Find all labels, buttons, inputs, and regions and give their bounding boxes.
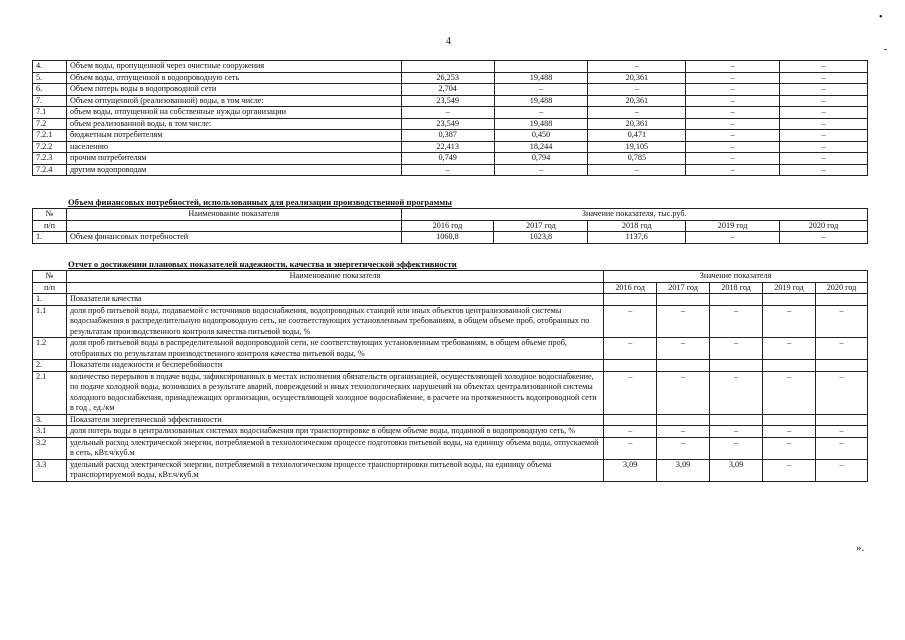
row-value: – xyxy=(604,426,657,438)
closing-quote: ». xyxy=(856,542,865,554)
row-name: бюджетным потребителям xyxy=(66,130,401,142)
row-value: – xyxy=(780,130,868,142)
row-name: количество перерывов в подаче воды, зафиксированных в местах исполнения обязательств организацией, осуществляющей холодное водоснабжение, по подаче холодной воды, возникших в результате аварий, повреждений и иных технологических нарушений на объектах централизованной системы холодного водоснабжения, принадлежащих организации, осуществляющей холодное водоснабжение, в расчете на протяженность водопроводной сети в год , ед./км xyxy=(66,371,603,414)
row-value: – xyxy=(686,84,780,96)
finance-year: 2017 год xyxy=(494,220,588,232)
row-number: 3. xyxy=(33,414,67,426)
row-value: 20,361 xyxy=(588,118,686,130)
page-number: 4 xyxy=(446,36,451,47)
row-number: 3.1 xyxy=(33,426,67,438)
row-value: – xyxy=(686,232,780,244)
report-table xyxy=(32,270,868,482)
row-value: – xyxy=(686,118,780,130)
row-value: 1023,8 xyxy=(494,232,588,244)
row-name: объем воды, отпущенной на собственные нужды организации xyxy=(66,107,401,119)
row-value: 0,450 xyxy=(494,130,588,142)
table-row xyxy=(33,153,868,165)
row-name: удельный расход электрической энергии, потребляемой в технологическом процессе подготовки питьевой воды, на единицу объема воды, отпускаемой в сеть, кВт.ч/куб.м xyxy=(66,437,603,459)
table-row xyxy=(33,305,868,338)
row-value: – xyxy=(780,107,868,119)
empty-cell xyxy=(657,294,710,306)
finance-table xyxy=(32,208,868,244)
row-value: 23,549 xyxy=(401,118,494,130)
empty-cell xyxy=(710,414,763,426)
table-row xyxy=(33,130,868,142)
row-name: Объем потерь воды в водопроводной сети xyxy=(66,84,401,96)
empty-cell xyxy=(710,294,763,306)
finance-col-value: Значение показателя, тыс.руб. xyxy=(401,209,867,221)
row-value: – xyxy=(816,338,868,360)
row-value: – xyxy=(494,107,588,119)
finance-col-no2: п/п xyxy=(33,220,67,232)
report-year: 2020 год xyxy=(816,282,868,294)
row-value: – xyxy=(816,305,868,338)
report-title: Отчет о достижении плановых показателей надежности, качества и энергетической эффективности xyxy=(68,259,457,269)
row-number: 1.2 xyxy=(33,338,67,360)
row-value: 1137,6 xyxy=(588,232,686,244)
row-value: – xyxy=(588,84,686,96)
report-year: 2018 год xyxy=(710,282,763,294)
row-name: Объем воды, отпущенной в водопроводную сеть xyxy=(66,72,401,84)
row-name: доля потерь воды в централизованных системах водоснабжения при транспортировке в общем объеме воды, поданной в водопроводную сеть, % xyxy=(66,426,603,438)
row-value: 0,785 xyxy=(588,153,686,165)
row-value: 20,361 xyxy=(588,72,686,84)
stray-dot: • xyxy=(879,12,883,23)
row-value: – xyxy=(494,164,588,176)
section-row xyxy=(33,360,868,372)
row-name: населению xyxy=(66,141,401,153)
row-value: – xyxy=(763,371,816,414)
table-row xyxy=(33,426,868,438)
row-value: 3,09 xyxy=(657,459,710,481)
table-row xyxy=(33,164,868,176)
row-name: удельный расход электрической энергии, потребляемой в технологическом процессе транспортировки питьевой воды, на единицу объема транспортируемой воды, кВт.ч/куб.м xyxy=(66,459,603,481)
row-number: 3.2 xyxy=(33,437,67,459)
row-number: 6. xyxy=(33,84,67,96)
row-value: – xyxy=(588,61,686,73)
finance-col-name: Наименование показателя xyxy=(66,209,401,221)
row-value: – xyxy=(816,437,868,459)
row-number: 3.3 xyxy=(33,459,67,481)
row-value: 0,387 xyxy=(401,130,494,142)
report-year: 2016 год xyxy=(604,282,657,294)
row-value: – xyxy=(763,437,816,459)
empty-cell xyxy=(604,294,657,306)
row-value: – xyxy=(780,164,868,176)
row-value: – xyxy=(604,437,657,459)
report-col-name: Наименование показателя xyxy=(66,271,603,283)
row-name: прочим потребителям xyxy=(66,153,401,165)
row-name: Показатели энергетической эффективности xyxy=(66,414,603,426)
row-value: – xyxy=(816,426,868,438)
row-value: – xyxy=(604,305,657,338)
row-value: 3,09 xyxy=(604,459,657,481)
row-value: – xyxy=(780,84,868,96)
row-value: – xyxy=(588,107,686,119)
row-number: 2. xyxy=(33,360,67,372)
row-number: 7.2.4 xyxy=(33,164,67,176)
report-col-no: № xyxy=(33,271,67,283)
table-row xyxy=(33,232,868,244)
finance-year: 2020 год xyxy=(780,220,868,232)
row-name: Объем финансовых потребностей xyxy=(66,232,401,244)
row-value: – xyxy=(401,164,494,176)
row-value: – xyxy=(657,371,710,414)
table-row xyxy=(33,118,868,130)
row-value: – xyxy=(710,338,763,360)
empty-cell xyxy=(763,294,816,306)
row-value: – xyxy=(780,141,868,153)
empty-cell xyxy=(763,414,816,426)
empty-cell xyxy=(816,360,868,372)
row-value: 18,244 xyxy=(494,141,588,153)
row-value: – xyxy=(686,61,780,73)
row-name: доля проб питьевой воды, подаваемой с источников водоснабжения, водопроводных станций или иных объектов централизованной системы водоснабжения в распределительную водопроводную сеть, не соответствующих установленным требованиям, в общем объеме проб, отобранных по результатам производственного контроля качества питьевой воды, % xyxy=(66,305,603,338)
empty-cell xyxy=(816,414,868,426)
row-number: 7.2 xyxy=(33,118,67,130)
row-number: 7.2.1 xyxy=(33,130,67,142)
row-value: 0,794 xyxy=(494,153,588,165)
row-value: – xyxy=(780,72,868,84)
table-row xyxy=(33,141,868,153)
row-value: 19,488 xyxy=(494,95,588,107)
row-value: – xyxy=(780,61,868,73)
row-name: другим водопроводам xyxy=(66,164,401,176)
row-value: – xyxy=(780,232,868,244)
row-value: 0,749 xyxy=(401,153,494,165)
row-value: 1060,8 xyxy=(401,232,494,244)
row-number: 7. xyxy=(33,95,67,107)
row-value: – xyxy=(604,338,657,360)
stray-dash: - xyxy=(884,44,888,55)
table-row xyxy=(33,72,868,84)
row-value: – xyxy=(657,437,710,459)
finance-col-no: № xyxy=(33,209,67,221)
row-name: Показатели качества xyxy=(66,294,603,306)
row-value: – xyxy=(657,305,710,338)
section-row xyxy=(33,414,868,426)
table-row xyxy=(33,437,868,459)
row-value: – xyxy=(710,437,763,459)
row-value: – xyxy=(780,118,868,130)
row-value: – xyxy=(710,371,763,414)
table-row xyxy=(33,61,868,73)
empty-cell xyxy=(710,360,763,372)
row-number: 4. xyxy=(33,61,67,73)
row-value: – xyxy=(710,426,763,438)
row-value: 22,413 xyxy=(401,141,494,153)
empty-cell xyxy=(604,360,657,372)
row-number: 2.1 xyxy=(33,371,67,414)
row-value: – xyxy=(686,153,780,165)
row-value: – xyxy=(686,107,780,119)
row-value xyxy=(401,61,494,73)
empty-cell xyxy=(657,414,710,426)
row-value: – xyxy=(763,338,816,360)
finance-year: 2016 год xyxy=(401,220,494,232)
table-row xyxy=(33,459,868,481)
row-value: – xyxy=(763,426,816,438)
row-value: – xyxy=(686,164,780,176)
report-col-no2: п/п xyxy=(33,282,67,294)
row-value: – xyxy=(604,371,657,414)
row-value: 0,471 xyxy=(588,130,686,142)
row-value: 20,361 xyxy=(588,95,686,107)
row-name: Объем отпущенной (реализованной) воды, в том числе: xyxy=(66,95,401,107)
empty-cell xyxy=(763,360,816,372)
row-value xyxy=(494,61,588,73)
table-row xyxy=(33,371,868,414)
row-value: – xyxy=(657,338,710,360)
finance-year: 2019 год xyxy=(686,220,780,232)
row-number: 7.1 xyxy=(33,107,67,119)
empty-cell xyxy=(657,360,710,372)
row-number: 5. xyxy=(33,72,67,84)
table-row xyxy=(33,95,868,107)
empty-cell xyxy=(816,294,868,306)
finance-year: 2018 год xyxy=(588,220,686,232)
row-name: Объем воды, пропущенной через очистные сооружения xyxy=(66,61,401,73)
row-value: – xyxy=(763,305,816,338)
finance-title: Объем финансовых потребностей, использованных для реализации производственной программы xyxy=(68,197,452,207)
empty-cell xyxy=(604,414,657,426)
row-value: – xyxy=(494,84,588,96)
row-number: 7.2.3 xyxy=(33,153,67,165)
row-number: 7.2.2 xyxy=(33,141,67,153)
row-value: – xyxy=(686,130,780,142)
report-year: 2017 год xyxy=(657,282,710,294)
table-row xyxy=(33,84,868,96)
table-row xyxy=(33,107,868,119)
report-col-value: Значение показателя xyxy=(604,271,868,283)
row-value: – xyxy=(780,95,868,107)
section-row xyxy=(33,294,868,306)
row-name: объем реализованной воды, в том числе: xyxy=(66,118,401,130)
row-value: 2,704 xyxy=(401,84,494,96)
row-value: 26,253 xyxy=(401,72,494,84)
row-number: 1. xyxy=(33,232,67,244)
row-value: – xyxy=(686,141,780,153)
row-value: – xyxy=(780,153,868,165)
row-value: 19,488 xyxy=(494,118,588,130)
row-value: 23,549 xyxy=(401,95,494,107)
row-number: 1. xyxy=(33,294,67,306)
row-value: 19,105 xyxy=(588,141,686,153)
water-volume-table xyxy=(32,60,868,176)
row-value: 3,09 xyxy=(710,459,763,481)
row-value: 19,488 xyxy=(494,72,588,84)
row-value: – xyxy=(657,426,710,438)
report-year: 2019 год xyxy=(763,282,816,294)
row-value: – xyxy=(816,459,868,481)
row-value: – xyxy=(763,459,816,481)
row-value: – xyxy=(588,164,686,176)
table-row xyxy=(33,338,868,360)
row-number: 1.1 xyxy=(33,305,67,338)
row-name: доля проб питьевой воды в распределительной водопроводной сети, не соответствующих установленным требованиям, в общем объеме проб, отобранных по результатам производственного контроля качества питьевой воды, % xyxy=(66,338,603,360)
row-name: Показатели надежности и бесперебойности xyxy=(66,360,603,372)
row-value: – xyxy=(710,305,763,338)
row-value: – xyxy=(816,371,868,414)
row-value: – xyxy=(401,107,494,119)
row-value: – xyxy=(686,95,780,107)
row-value: – xyxy=(686,72,780,84)
